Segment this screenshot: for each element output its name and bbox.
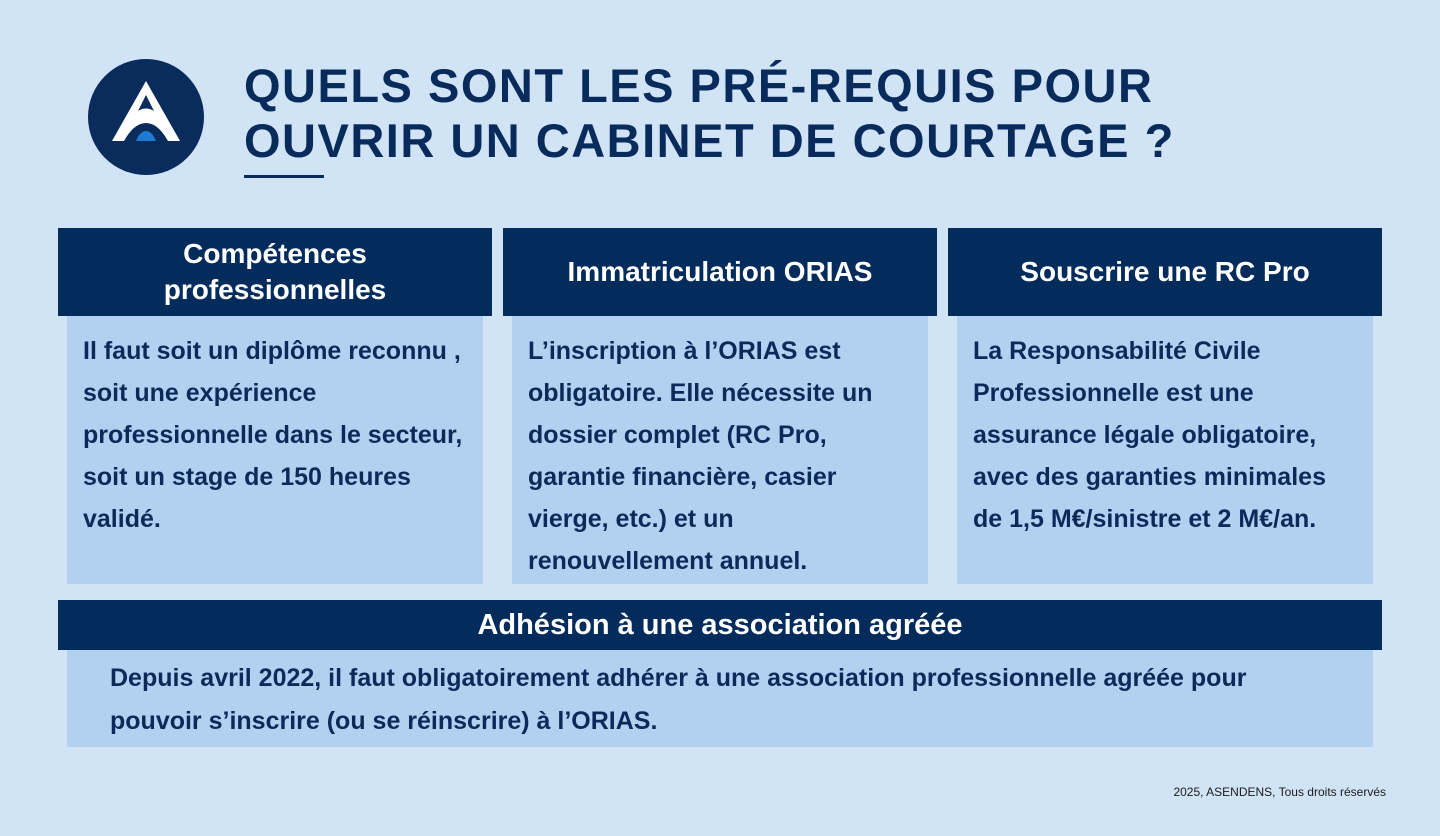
card-body-competences: Il faut soit un diplôme reconnu , soit une expérience professionnelle dans le secteur, soit un stage de 150 heures validé. [67, 316, 483, 584]
asendens-logo-icon [88, 59, 204, 175]
title-line-2: OUVRIR UN CABINET DE COURTAGE ? [244, 114, 1175, 167]
card-header-competences [58, 228, 492, 316]
card-body-orias: L’inscription à l’ORIAS est obligatoire. Elle nécessite un dossier complet (RC Pro, garantie financière, casier vierge, etc.) et un renouvellement annuel. [512, 316, 928, 584]
card-header-line: professionnelles [163, 274, 387, 305]
association-header: Adhésion à une association agréée [58, 600, 1382, 650]
card-header-rc-pro: Souscrire une RC Pro [948, 228, 1382, 316]
association-body: Depuis avril 2022, il faut obligatoirement adhérer à une association professionnelle agréée pour pouvoir s’inscrire (ou se réinscrire) à l’ORIAS. [67, 650, 1373, 747]
card-body-rc-pro: La Responsabilité Civile Professionnelle est une assurance légale obligatoire, avec des garanties minimales de 1,5 M€/sinistre et 2 M€/an. [957, 316, 1373, 584]
page-title [244, 58, 1175, 168]
copyright-footer: 2025, ASENDENS, Tous droits réservés [1173, 785, 1386, 799]
card-header-line: Compétences [183, 238, 367, 269]
card-header-orias: Immatriculation ORIAS [503, 228, 937, 316]
title-underline [244, 175, 324, 178]
title-line-1: QUELS SONT LES PRÉ-REQUIS POUR [244, 59, 1154, 112]
